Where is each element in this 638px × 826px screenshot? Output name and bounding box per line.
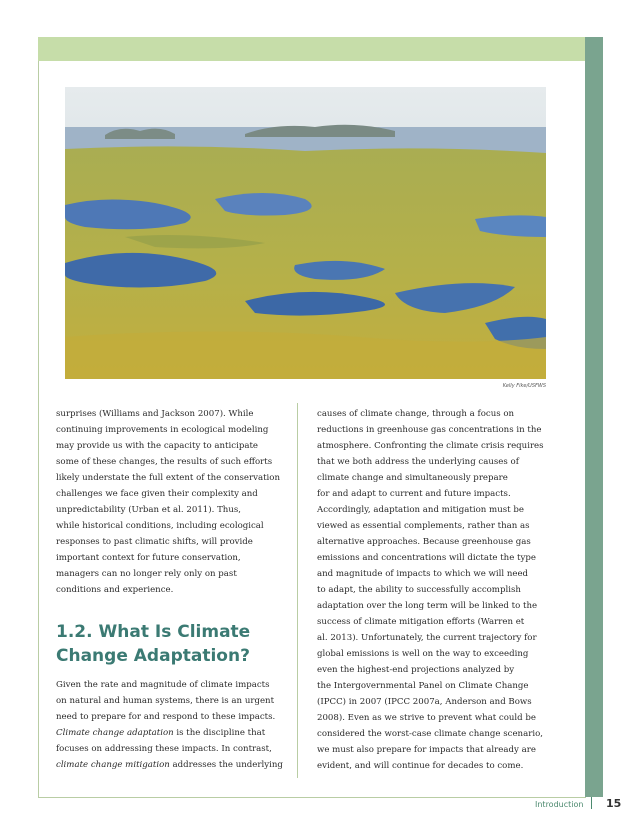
body-line: may provide us with the capacity to anticipate	[56, 441, 258, 451]
heading-line: 1.2. What Is Climate	[56, 622, 251, 642]
body-line: success of climate mitigation efforts (Warren et	[317, 617, 525, 627]
body-line: the Intergovernmental Panel on Climate Change	[317, 681, 529, 691]
heading-line: Change Adaptation?	[56, 646, 250, 666]
body-line: some of these changes, the results of such efforts	[56, 457, 273, 467]
body-line: for and adapt to current and future impacts.	[317, 489, 511, 499]
column-divider	[297, 403, 298, 778]
page-number: 15	[606, 797, 622, 810]
right-column	[317, 406, 549, 774]
body-line: Climate change adaptation is the discipline that	[56, 728, 266, 738]
body-line: challenges we face given their complexity and	[56, 489, 258, 499]
salt-marsh-photo	[65, 87, 546, 379]
side-accent-bar	[585, 37, 603, 797]
body-line: climate change and simultaneously prepare	[317, 473, 508, 483]
body-line: causes of climate change, through a focus on	[317, 409, 515, 419]
left-column	[56, 406, 286, 773]
body-line: on natural and human systems, there is an urgent	[56, 696, 275, 706]
body-line: continuing improvements in ecological modeling	[56, 425, 269, 435]
body-line: we must also prepare for impacts that already are	[317, 745, 536, 755]
body-line: (IPCC) in 2007 (IPCC 2007a, Anderson and Bows	[317, 697, 532, 707]
body-line: considered the worst-case climate change scenario,	[317, 729, 543, 739]
header-band	[38, 37, 603, 61]
body-line: climate change mitigation addresses the underlying	[56, 760, 283, 770]
body-line: evident, and will continue for decades to come.	[317, 761, 524, 771]
body-line: important context for future conservation,	[56, 553, 241, 563]
body-line: unpredictability (Urban et al. 2011). Thus,	[56, 505, 242, 515]
body-line: while historical conditions, including ecological	[56, 521, 264, 531]
body-line: viewed as essential complements, rather than as	[317, 521, 530, 531]
footer-separator	[591, 797, 592, 809]
body-line: even the highest-end projections analyzed by	[317, 665, 515, 675]
frame-left-rule	[38, 61, 39, 798]
body-line: al. 2013). Unfortunately, the current trajectory for	[317, 633, 537, 643]
term-mitigation: climate change mitigation	[56, 760, 170, 770]
term-adaptation: Climate change adaptation	[56, 728, 174, 738]
body-line: responses to past climatic shifts, will provide	[56, 537, 253, 547]
body-line: focuses on addressing these impacts. In contrast,	[56, 744, 272, 754]
body-line: likely understate the full extent of the conservation	[56, 473, 280, 483]
body-line: and magnitude of impacts to which we will need	[317, 569, 529, 579]
body-line: conditions and experience.	[56, 585, 174, 595]
body-line: atmosphere. Confronting the climate crisis requires	[317, 441, 544, 451]
body-line: alternative approaches. Because greenhouse gas	[317, 537, 531, 547]
body-line: Given the rate and magnitude of climate impacts	[56, 680, 270, 690]
section-heading	[56, 620, 286, 668]
body-line: managers can no longer rely only on past	[56, 569, 237, 579]
body-line: 2008). Even as we strive to prevent what could be	[317, 713, 537, 723]
footer-section-label: Introduction	[535, 800, 584, 809]
body-line: global emissions is well on the way to exceeding	[317, 649, 529, 659]
body-line: that we both address the underlying causes of	[317, 457, 519, 467]
body-line: need to prepare for and respond to these impacts.	[56, 712, 276, 722]
frame-bottom-rule	[38, 797, 586, 798]
body-line: adaptation over the long term will be linked to the	[317, 601, 538, 611]
photo-credit: Kelly Fike/USFWS	[502, 383, 546, 389]
body-line: reductions in greenhouse gas concentrations in the	[317, 425, 542, 435]
body-line: surprises (Williams and Jackson 2007). While	[56, 409, 254, 419]
body-line: to adapt, the ability to successfully accomplish	[317, 585, 521, 595]
body-line: emissions and concentrations will dictate the type	[317, 553, 536, 563]
body-line: Accordingly, adaptation and mitigation must be	[317, 505, 524, 515]
